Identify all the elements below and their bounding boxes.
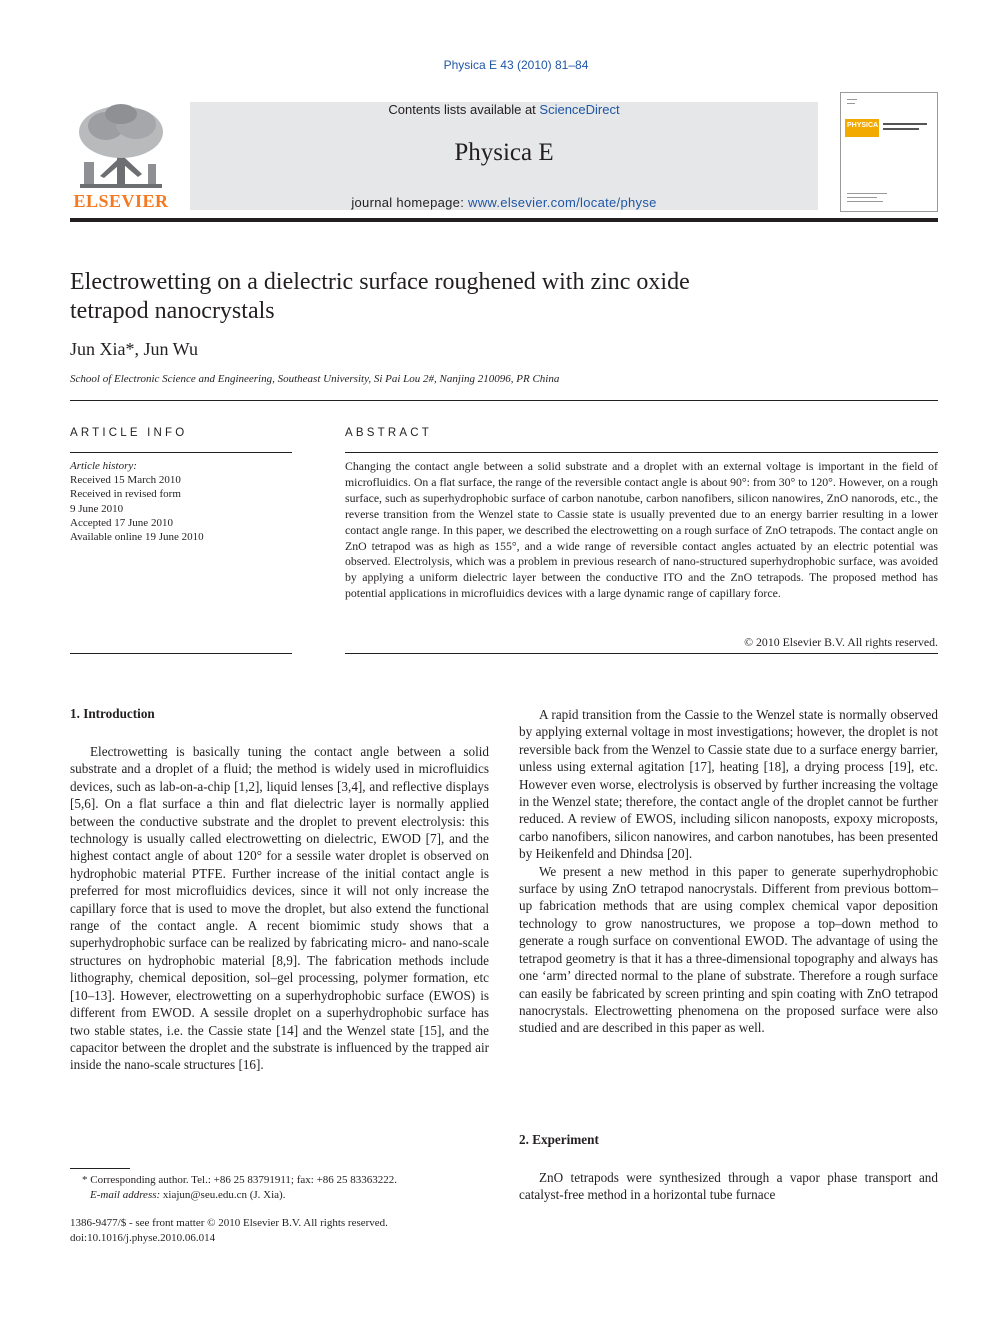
homepage-line	[190, 195, 818, 210]
abstract-heading: ABSTRACT	[345, 427, 432, 439]
elsevier-logo	[70, 100, 172, 212]
email-label: E-mail address:	[90, 1188, 163, 1201]
history-item: Accepted 17 June 2010	[70, 516, 173, 529]
section-heading-introduction: 1. Introduction	[70, 706, 155, 721]
history-item: 9 June 2010	[70, 502, 124, 515]
corresponding-author-note: * Corresponding author. Tel.: +86 25 83791911; fax: +86 25 83363222.	[82, 1174, 398, 1186]
sciencedirect-link[interactable]: ScienceDirect	[539, 102, 620, 117]
elsevier-wordmark: ELSEVIER	[73, 191, 169, 211]
paragraph: We present a new method in this paper to generate superhydrophobic surface by using ZnO tetrapod nanocrystals. Different from previous bottom–up fabrication methods that are using complex chemical vapor deposition technology to grow nanostructures, we propose a top–down method to generate a rough surface on conventional EWOD. The advantage of using the tetrapod geometry is that it has a three-dimensional topography and always has one ‘arm’ directed normal to the plane of substrate. Therefore a rough surface can easily be fabricated by screen printing and spin coating with ZnO tetrapod nanocrystals. Electrowetting phenomena on the proposed surface were also studied and are described in this paper as well.	[519, 863, 938, 1036]
history-label: Article history:	[70, 460, 137, 472]
journal-masthead	[190, 102, 818, 210]
journal-cover-thumbnail[interactable]	[840, 92, 938, 212]
history-item: Received 15 March 2010	[70, 474, 181, 487]
copyright-line: © 2010 Elsevier B.V. All rights reserved.	[744, 635, 938, 649]
homepage-link[interactable]: www.elsevier.com/locate/physe	[468, 195, 657, 210]
body-column-right	[519, 706, 938, 1037]
title-line-1: Electrowetting on a dielectric surface roughened with zinc oxide	[70, 269, 690, 295]
history-item: Received in revised form	[70, 488, 181, 501]
affiliation: School of Electronic Science and Engineering, Southeast University, Si Pai Lou 2#, Nanjing 210096, PR China	[70, 373, 560, 385]
paragraph: ZnO tetrapods were synthesized through a vapor phase transport and catalyst-free method in a horizontal tube furnace	[519, 1170, 938, 1203]
email-address[interactable]: xiajun@seu.edu.cn (J. Xia).	[162, 1188, 286, 1201]
title-line-2: tetrapod nanocrystals	[70, 298, 275, 324]
divider	[70, 452, 292, 453]
paragraph: Electrowetting is basically tuning the contact angle between a solid substrate and a droplet of a fluid; the method is widely used in microfluidics devices, such as lab-on-a-chip [1,2], liquid lenses [3,4], and reflective displays [5,6]. On a flat surface a thin and flat dielectric layer is normally applied between the conductive substrate and the droplet to prevent electrolysis: this technology is usually called electrowetting on dielectric, EWOD [7], and the highest contact angle of about 120° for a sessile water droplet is observed on hydrophobic material PTFE. Further increase of the initial contact angle is preferred for most microfluidics devices, since it will not only increase the capillary force that is used to move the droplet, but also extend the functional range of the contact angle. A recent biomimic study shows that a superhydrophobic surface can be realized by fabricating micro- and nano-scale structures on hydrophobic material [8,9]. The fabrication methods include lithography, chemical deposition, sol–gel processing, polymer formation, etc [10–13]. However, electrowetting on a superhydrophobic surface (EWOS) is different from EWOD. A sessile droplet on a superhydrophobic surface has two stable states, i.e. the Cassie state [14] and the Wenzel state [15], and the capacitor between the droplet and the substrate is influenced by the trapped air inside the nano-scale structures [16].	[70, 744, 489, 1073]
divider	[70, 653, 292, 654]
homepage-prefix: journal homepage:	[351, 195, 469, 210]
journal-name: Physica E	[454, 139, 554, 166]
contents-prefix: Contents lists available at	[388, 102, 540, 117]
article-title	[70, 268, 830, 326]
tree-logo-icon	[70, 100, 172, 192]
body-column-right-continued	[519, 1169, 938, 1204]
divider	[345, 452, 938, 453]
body-column-left	[70, 743, 489, 1074]
abstract-text: Changing the contact angle between a solid substrate and a droplet with an external voltage is important in the field of microfluidics. On a flat surface, the range of the reversible contact angle is about 90°: from 30° to 120°. However, on a rough surface, such as superhydrophobic surface of carbon nanotube, carbon nanofibers, silicon nanowires, ZnO nanorods, etc., the reverse transition from the Wenzel state to Cassie state is usually prevented due to an energy barrier resulting in a lower contact angle range. In this paper, we described the electrowetting on a rough surface of ZnO tetrapods. The contact angle on ZnO tetrapod was as high as 155°, and a wide range of reversible contact angles actuated by an electric potential was observed. Electrolysis, which was a problem in previous research of nano-structured superhydrophobic surface, was avoided by applying a uniform dielectric layer between the conductive ITO and the ZnO tetrapods. The proposed method has potential applications in microfluidics devices with a large dynamic range of capillary force.	[345, 459, 938, 601]
paragraph: A rapid transition from the Cassie to the Wenzel state is normally observed by applying external voltage in most investigations; however, the droplet is not reversible back from the Wenzel to Cassie state due to a surface energy barrier, unless using external agitation [17], heating [18], a drying process [19], etc. However even worse, electrolysis is observed by further increasing the voltage in the Wenzel state; therefore, the contact angle of the droplet cannot be further reduced. A review of EWOS, including silicon nanoposts, expoxy microposts, carbo nanofibers, silicon nanowires, and carbon nanotubes, has been presented by Heikenfeld and Dhindsa [20].	[519, 707, 938, 862]
divider	[70, 400, 938, 401]
author-name[interactable]: Jun Wu	[143, 339, 198, 359]
contents-line	[190, 102, 818, 117]
history-item: Available online 19 June 2010	[70, 531, 204, 544]
article-info-heading: ARTICLE INFO	[70, 427, 188, 439]
doi-link[interactable]: doi:10.1016/j.physe.2010.06.014	[70, 1231, 216, 1244]
header-rule	[70, 218, 938, 222]
author-list	[70, 339, 198, 360]
footnotes	[70, 1173, 397, 1202]
footnote-rule	[70, 1168, 130, 1169]
author-name[interactable]: Jun Xia	[70, 339, 126, 359]
front-matter	[70, 1216, 388, 1245]
section-heading-experiment: 2. Experiment	[519, 1132, 599, 1147]
article-history	[70, 459, 204, 544]
journal-citation[interactable]: Physica E 43 (2010) 81–84	[443, 58, 589, 72]
cover-label: PHYSICA	[847, 122, 879, 129]
issn-line: 1386-9477/$ - see front matter © 2010 Elsevier B.V. All rights reserved.	[70, 1217, 388, 1229]
email-note	[70, 1188, 397, 1203]
divider	[345, 653, 938, 654]
cover-band	[845, 119, 879, 137]
author-separator: ,	[134, 339, 144, 359]
corresponding-author-mark[interactable]: *	[125, 339, 135, 359]
